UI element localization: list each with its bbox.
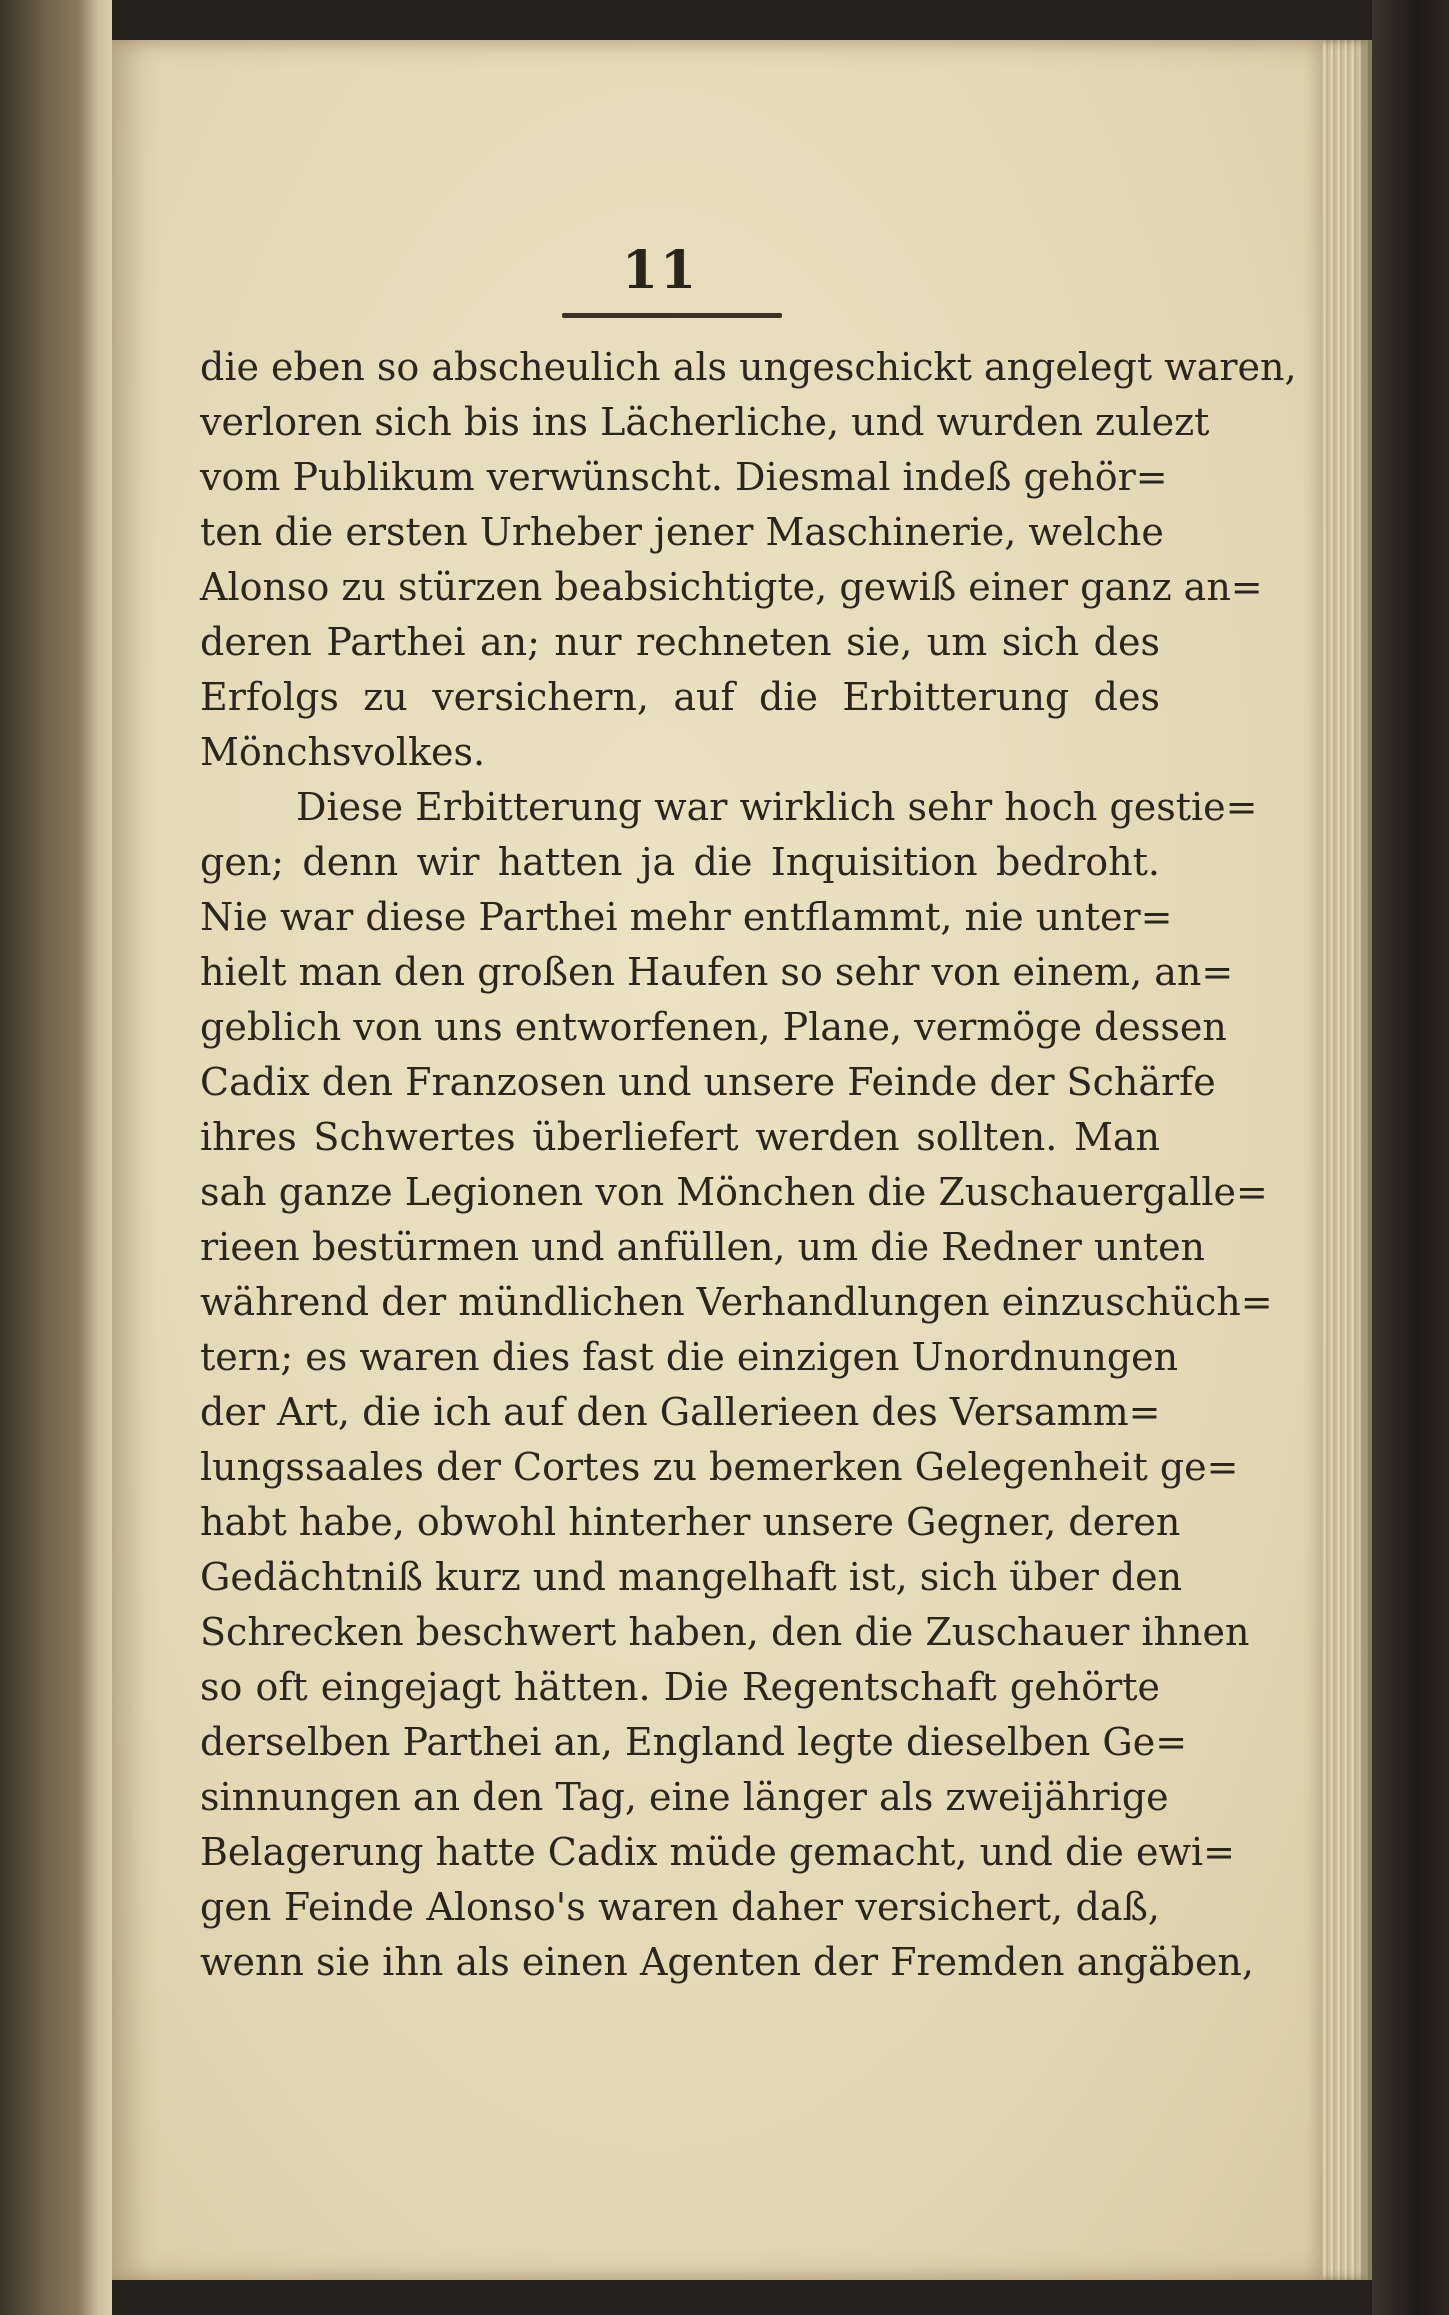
- page-number: 11: [621, 240, 699, 301]
- text-line: Gedächtniß kurz und mangelhaft ist, sich über den: [200, 1555, 1183, 1599]
- text-line: sah ganze Legionen von Mönchen die Zuschauergalle=: [200, 1170, 1268, 1214]
- text-line: gen; denn wir hatten ja die Inquisition bedroht.: [200, 840, 1160, 884]
- text-line: sinnungen an den Tag, eine länger als zweijährige: [200, 1775, 1169, 1819]
- text-line: rieen bestürmen und anfüllen, um die Redner unten: [200, 1225, 1206, 1269]
- text-line: während der mündlichen Verhandlungen einzuschüch=: [200, 1280, 1273, 1324]
- text-line: verloren sich bis ins Lächerliche, und wurden zulezt: [200, 400, 1210, 444]
- text-line: der Art, die ich auf den Gallerieen des Versamm=: [200, 1390, 1161, 1434]
- text-line: wenn sie ihn als einen Agenten der Fremden angäben,: [200, 1940, 1254, 1984]
- body-text: [200, 340, 1297, 1990]
- text-line: Nie war diese Parthei mehr entflammt, nie unter=: [200, 895, 1173, 939]
- facing-page-edge: [0, 0, 78, 2315]
- text-line: deren Parthei an; nur rechneten sie, um sich des: [200, 620, 1160, 664]
- paragraph-end-line: Mönchsvolkes.: [200, 730, 486, 774]
- text-line: Alonso zu stürzen beabsichtigte, gewiß einer ganz an=: [200, 565, 1263, 609]
- text-line: habt habe, obwohl hinterher unsere Gegner, deren: [200, 1500, 1181, 1544]
- text-line: gen Feinde Alonso's waren daher versichert, daß,: [200, 1885, 1160, 1929]
- text-line: tern; es waren dies fast die einzigen Unordnungen: [200, 1335, 1179, 1379]
- text-line: ihres Schwertes überliefert werden sollten. Man: [200, 1115, 1160, 1159]
- header-rule: [562, 313, 782, 318]
- book-gutter: [78, 0, 112, 2315]
- text-line: vom Publikum verwünscht. Diesmal indeß gehör=: [200, 455, 1168, 499]
- page-stack-edge: [1322, 40, 1372, 2280]
- text-line: Schrecken beschwert haben, den die Zuschauer ihnen: [200, 1610, 1250, 1654]
- text-line: die eben so abscheulich als ungeschickt angelegt waren,: [200, 345, 1297, 389]
- text-line: geblich von uns entworfenen, Plane, vermöge dessen: [200, 1005, 1227, 1049]
- paragraph-start-line: Diese Erbitterung war wirklich sehr hoch gestie=: [296, 785, 1258, 829]
- text-line: Cadix den Franzosen und unsere Feinde der Schärfe: [200, 1060, 1216, 1104]
- book-cover: [1372, 0, 1449, 2315]
- text-line: derselben Parthei an, England legte dieselben Ge=: [200, 1720, 1188, 1764]
- text-line: so oft eingejagt hätten. Die Regentschaft gehörte: [200, 1665, 1160, 1709]
- text-line: Erfolgs zu versichern, auf die Erbitterung des: [200, 675, 1160, 719]
- text-line: ten die ersten Urheber jener Maschinerie, welche: [200, 510, 1164, 554]
- text-line: lungssaales der Cortes zu bemerken Gelegenheit ge=: [200, 1445, 1239, 1489]
- text-line: hielt man den großen Haufen so sehr von einem, an=: [200, 950, 1234, 994]
- text-line: Belagerung hatte Cadix müde gemacht, und die ewi=: [200, 1830, 1235, 1874]
